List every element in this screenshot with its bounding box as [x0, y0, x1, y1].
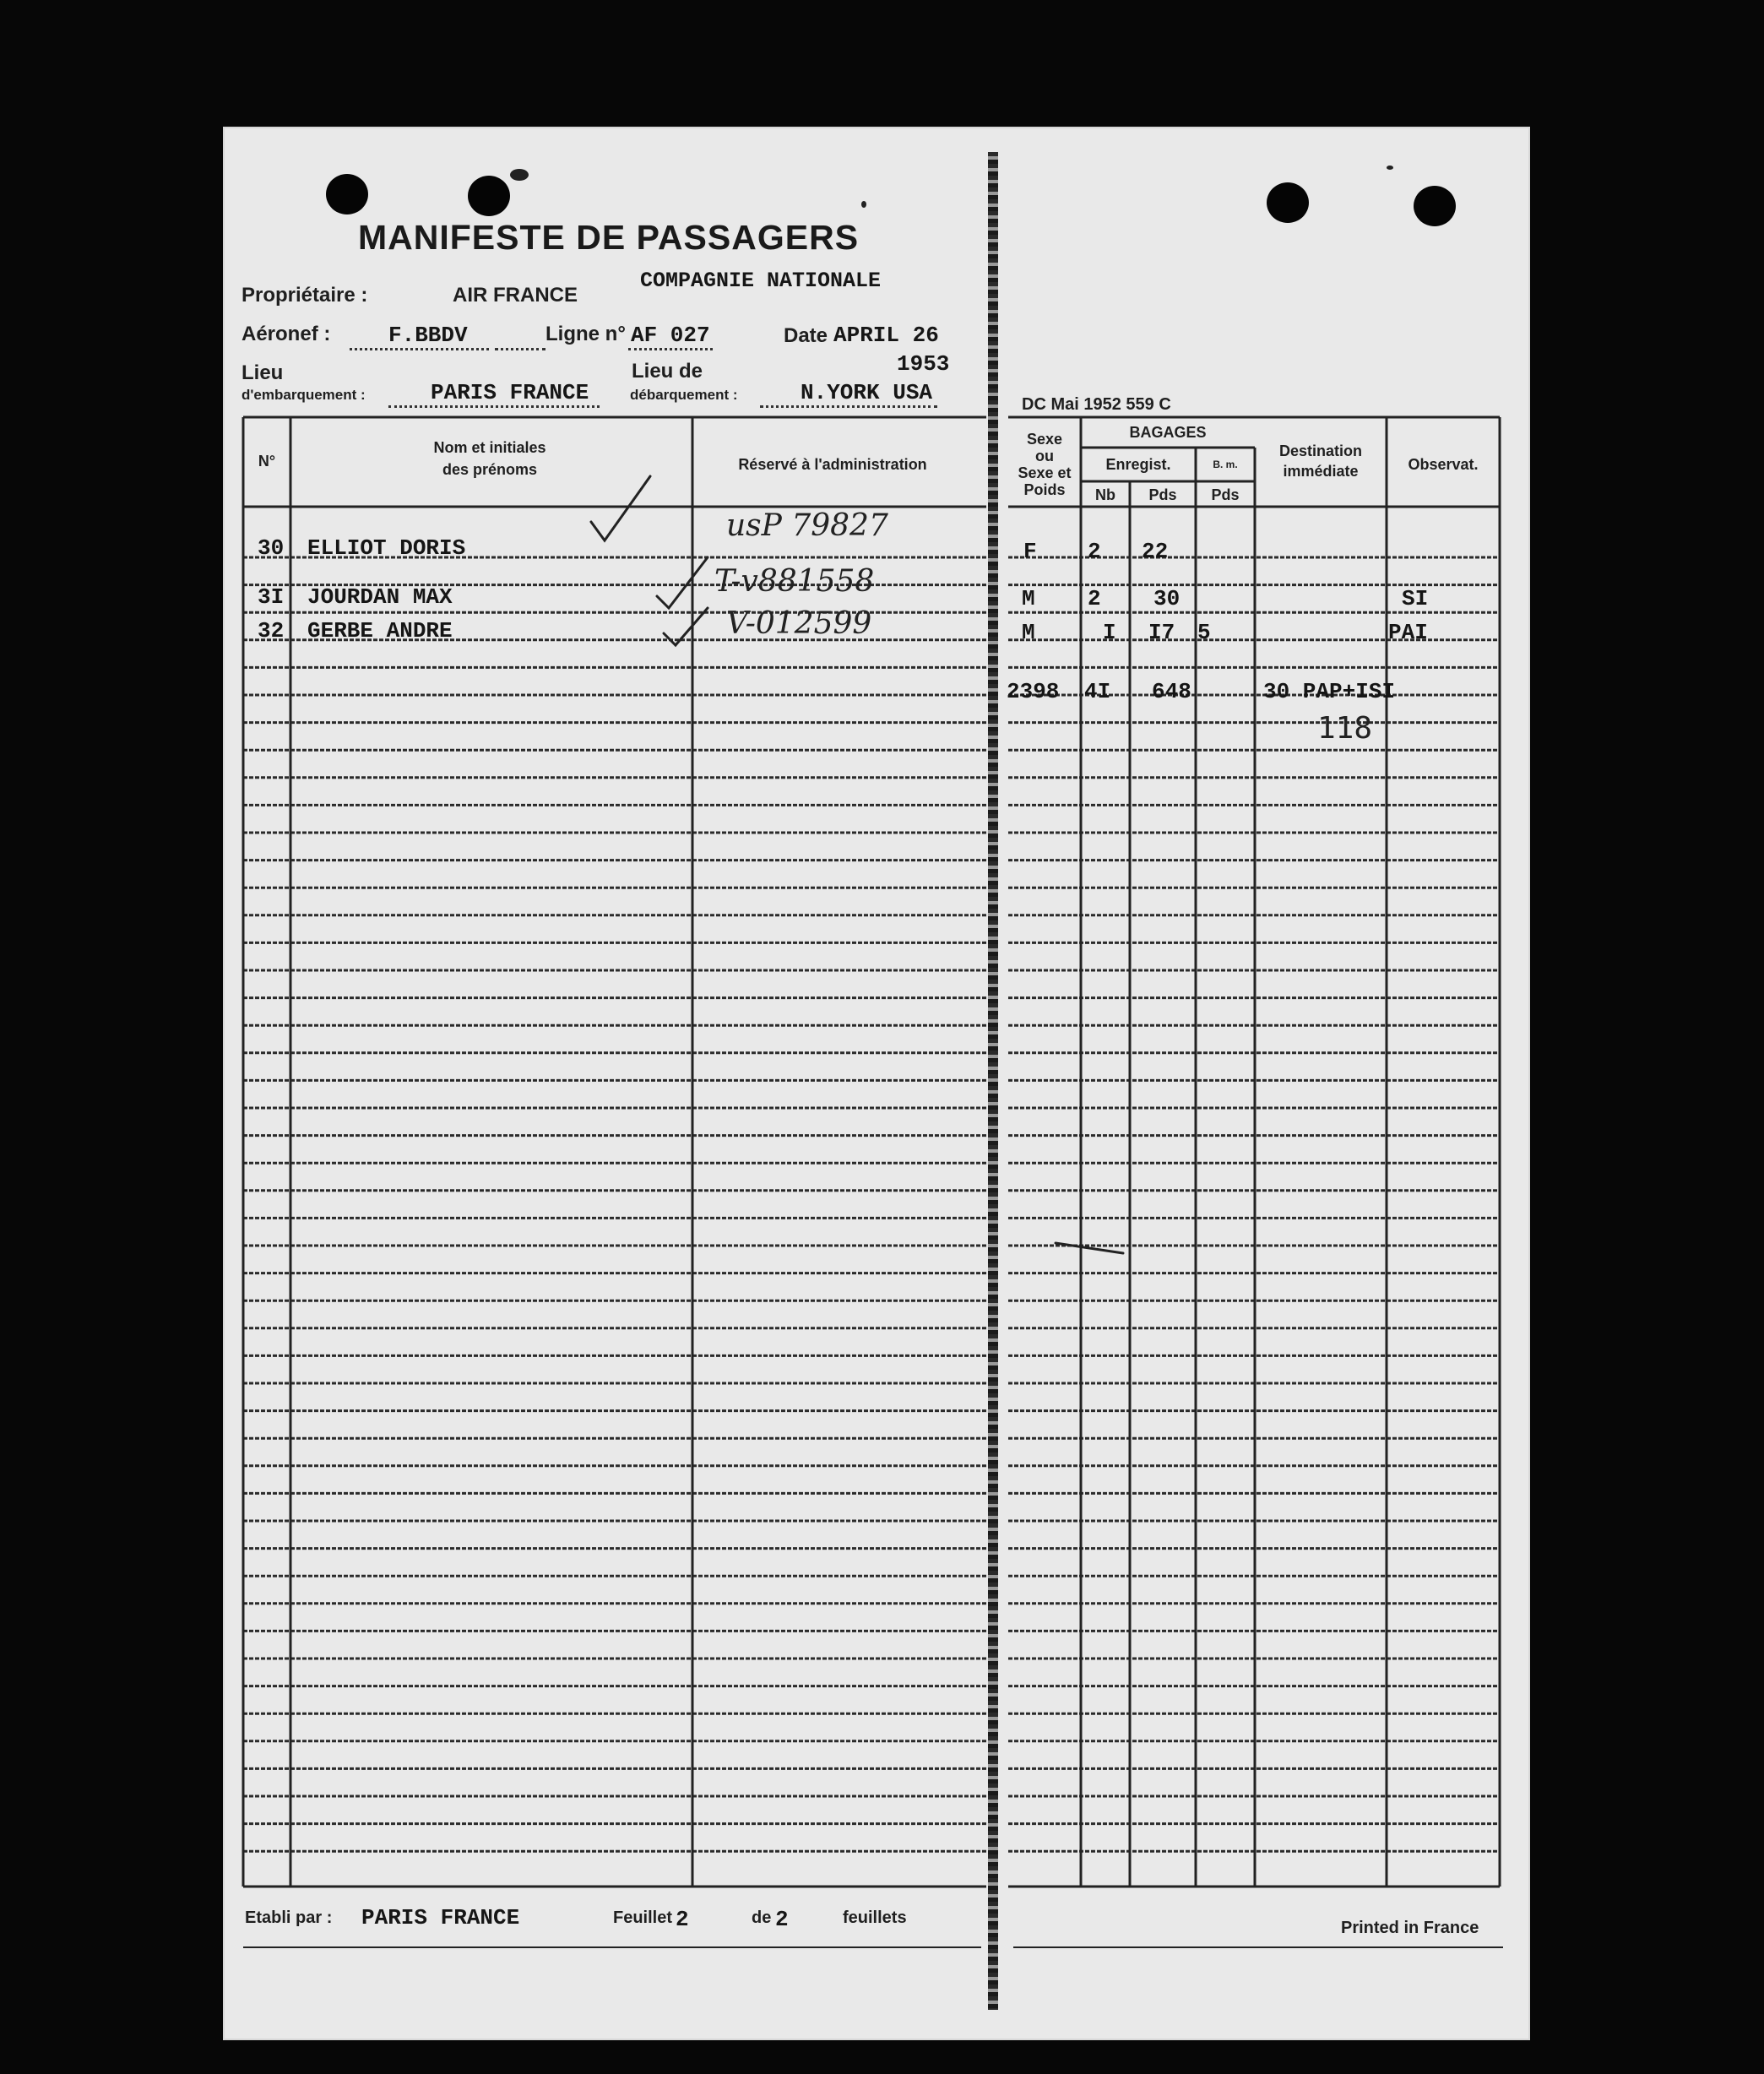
row-pds: 22: [1142, 539, 1169, 564]
aircraft-value: F.BBDV: [388, 323, 468, 348]
header-observ: Observat.: [1408, 456, 1479, 473]
header-pds2: Pds: [1211, 486, 1240, 503]
row-admin-note: usP 79827: [726, 508, 888, 543]
row-sex: M: [1022, 620, 1035, 645]
embark-label-bottom: d'embarquement :: [242, 387, 366, 403]
embark-value: PARIS FRANCE: [431, 380, 589, 405]
row-name: JOURDAN MAX: [307, 584, 453, 610]
row-sex: M: [1022, 586, 1035, 611]
row-no: 32: [258, 618, 285, 643]
header-pds: Pds: [1148, 486, 1177, 503]
row-pds2: 5: [1197, 620, 1211, 645]
owner-label: Propriétaire :: [242, 284, 368, 307]
disembark-label-top: Lieu de: [632, 360, 703, 383]
footer-feuillet-value: 2: [676, 1907, 689, 1932]
total-pds: 648: [1152, 679, 1191, 704]
row-nb: I: [1103, 620, 1116, 645]
header-sex-1: Sexe: [1026, 431, 1063, 448]
header-small-col: B. m.: [1213, 459, 1238, 470]
disembark-label-bottom: débarquement :: [630, 387, 738, 403]
year-value: 1953: [897, 351, 950, 377]
header-sex-2: ou: [1035, 448, 1054, 464]
header-bagages: BAGAGES: [1129, 424, 1207, 441]
aircraft-label: Aéronef :: [242, 323, 331, 345]
owner-printed: AIR FRANCE: [453, 284, 578, 307]
header-destination-2: immédiate: [1283, 463, 1359, 480]
footer-printed: Printed in France: [1341, 1919, 1479, 1937]
row-no: 3I: [258, 584, 285, 610]
date-label: Date: [784, 324, 828, 347]
footer-de-value: 2: [775, 1907, 789, 1932]
total-destination: 30 PAP+ISI: [1263, 679, 1396, 704]
embark-label-top: Lieu: [242, 361, 284, 384]
footer-etabli-label: Etabli par :: [245, 1908, 333, 1927]
header-name-1: Nom et initiales: [433, 439, 546, 456]
header-sex-4: Poids: [1023, 481, 1066, 498]
total-nb: 4I: [1084, 679, 1111, 704]
row-nb: 2: [1088, 539, 1101, 564]
footer-feuillet-label: Feuillet: [613, 1908, 673, 1927]
total-handwritten: 118: [1317, 711, 1373, 746]
row-no: 30: [258, 535, 285, 561]
row-obs: PAI: [1388, 620, 1428, 645]
footer-de-label: de: [752, 1908, 772, 1927]
row-pds: 30: [1153, 586, 1181, 611]
header-name-2: des prénoms: [442, 461, 538, 478]
line-value: AF 027: [631, 323, 710, 348]
row-name: GERBE ANDRE: [307, 618, 453, 643]
footer-feuillets-label: feuillets: [843, 1908, 907, 1927]
row-sex: F: [1023, 539, 1037, 564]
owner-typed: COMPAGNIE NATIONALE: [640, 269, 882, 293]
header-reserved: Réservé à l'administration: [738, 456, 927, 473]
header-nb: Nb: [1095, 486, 1115, 503]
footer-etabli-value: PARIS FRANCE: [361, 1905, 520, 1930]
total-weight: 2398: [1007, 679, 1060, 704]
row-nb: 2: [1088, 586, 1101, 611]
manifest-title: MANIFESTE DE PASSAGERS: [358, 218, 860, 257]
date-value: APRIL 26: [833, 323, 939, 348]
row-admin-note: V-012599: [726, 606, 872, 641]
line-label: Ligne n°: [545, 323, 626, 345]
row-name: ELLIOT DORIS: [307, 535, 466, 561]
row-obs: SI: [1402, 586, 1429, 611]
header-enregist: Enregist.: [1105, 456, 1171, 473]
disembark-value: N.YORK USA: [801, 380, 933, 405]
row-admin-note: T-v881558: [714, 564, 875, 599]
header-no: N°: [258, 453, 276, 470]
header-sex-3: Sexe et: [1018, 464, 1072, 481]
header-destination-1: Destination: [1278, 442, 1362, 459]
row-pds: I7: [1148, 620, 1175, 645]
form-code: DC Mai 1952 559 C: [1022, 395, 1171, 414]
